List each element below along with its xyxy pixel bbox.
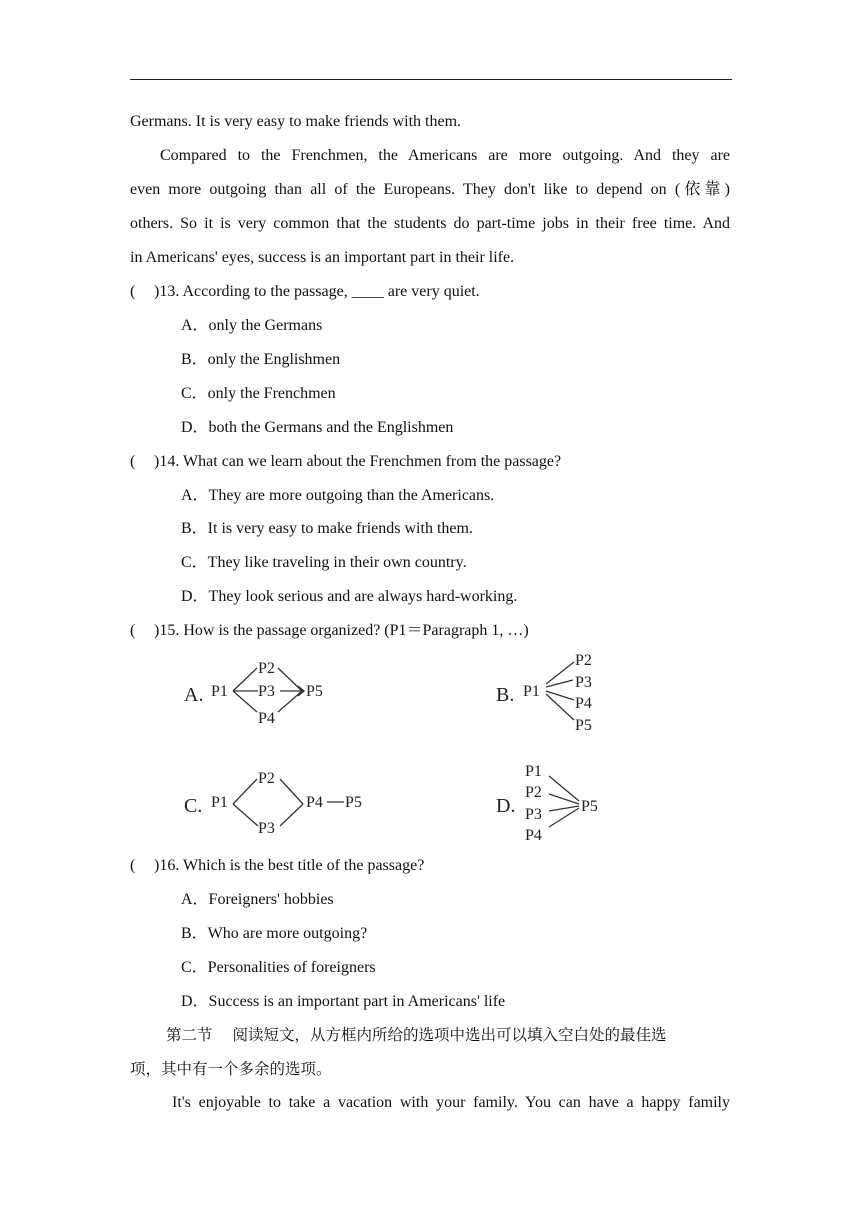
answer-paren: ( xyxy=(130,453,136,470)
diagram-label: P5 xyxy=(575,717,592,734)
question-15 xyxy=(130,621,730,641)
passage-line: Germans. It is very easy to make friends with them. xyxy=(130,113,462,130)
diagram-label: P1 xyxy=(211,683,228,700)
diagram-label: P2 xyxy=(525,784,542,801)
instruction-text: 阅读短文，从方框内所给的选项中选出可以填入空白处的最佳选 xyxy=(232,1026,667,1044)
option-b: B．only the Englishmen xyxy=(181,351,341,368)
option-a: A．Foreigners' hobbies xyxy=(181,891,334,908)
diagram-label: P3 xyxy=(258,683,275,700)
section-heading: 第二节 xyxy=(166,1026,213,1044)
passage-line: It's enjoyable to take a vacation with your family. You can have a happy family xyxy=(172,1094,730,1111)
diagram-c-letter: C. xyxy=(184,795,203,817)
diagram-b-letter: B. xyxy=(496,684,515,706)
section-instructions xyxy=(130,1025,730,1045)
diagram-label: P2 xyxy=(575,652,592,669)
option-a: A．only the Germans xyxy=(181,317,323,334)
question-13 xyxy=(130,282,730,302)
answer-paren: ( xyxy=(130,283,136,300)
diagram-label: P1 xyxy=(211,794,228,811)
answer-paren: ( xyxy=(130,622,136,639)
option-a: A．They are more outgoing than the Americans. xyxy=(181,487,495,504)
option-b: B．Who are more outgoing? xyxy=(181,925,368,942)
instruction-text: 项，其中有一个多余的选项。 xyxy=(130,1060,332,1078)
structure-diagrams xyxy=(0,640,860,855)
diagram-b-lines xyxy=(546,662,574,720)
diagram-label: P5 xyxy=(581,798,598,815)
diagram-label: P3 xyxy=(575,674,592,691)
question-stem: )16. Which is the best title of the passage? xyxy=(154,857,425,874)
option-c: C．only the Frenchmen xyxy=(181,385,336,402)
diagram-a-letter: A. xyxy=(184,684,204,706)
diagram-label: P2 xyxy=(258,770,275,787)
option-d: D．They look serious and are always hard-working. xyxy=(181,588,518,605)
question-16 xyxy=(130,856,730,876)
diagram-label: P3 xyxy=(525,806,542,823)
option-b: B．It is very easy to make friends with them. xyxy=(181,520,473,537)
passage-line: others. So it is very common that the students do part-time jobs in their free time. And xyxy=(130,215,730,232)
diagram-d-letter: D. xyxy=(496,795,516,817)
question-stem: )15. How is the passage organized? (P1＝Paragraph 1, …) xyxy=(154,622,529,639)
question-14 xyxy=(130,452,730,472)
question-stem: )13. According to the passage, ____ are very quiet. xyxy=(154,283,480,300)
diagram-c-lines xyxy=(233,779,344,826)
diagram-label: P3 xyxy=(258,820,275,837)
passage-line: Compared to the Frenchmen, the Americans are more outgoing. And they are xyxy=(160,147,730,164)
diagram-d-lines xyxy=(549,776,579,827)
option-c: C．They like traveling in their own country. xyxy=(181,554,467,571)
diagram-label: P4 xyxy=(306,794,323,811)
option-c: C．Personalities of foreigners xyxy=(181,959,376,976)
option-d: D．both the Germans and the Englishmen xyxy=(181,419,454,436)
diagram-label: P4 xyxy=(525,827,542,844)
diagram-label: P1 xyxy=(523,683,540,700)
header-rule xyxy=(130,79,732,80)
diagram-label: P2 xyxy=(258,660,275,677)
diagram-label: P4 xyxy=(575,695,592,712)
answer-paren: ( xyxy=(130,857,136,874)
diagram-label: P4 xyxy=(258,710,275,727)
question-stem: )14. What can we learn about the Frenchmen from the passage? xyxy=(154,453,562,470)
diagram-label: P5 xyxy=(345,794,362,811)
passage-line: in Americans' eyes, success is an important part in their life. xyxy=(130,249,515,266)
diagram-label: P1 xyxy=(525,763,542,780)
diagram-label: P5 xyxy=(306,683,323,700)
passage-line: even more outgoing than all of the Europeans. They don't like to depend on (依靠) xyxy=(130,181,730,198)
option-d: D．Success is an important part in Americans' life xyxy=(181,993,506,1010)
